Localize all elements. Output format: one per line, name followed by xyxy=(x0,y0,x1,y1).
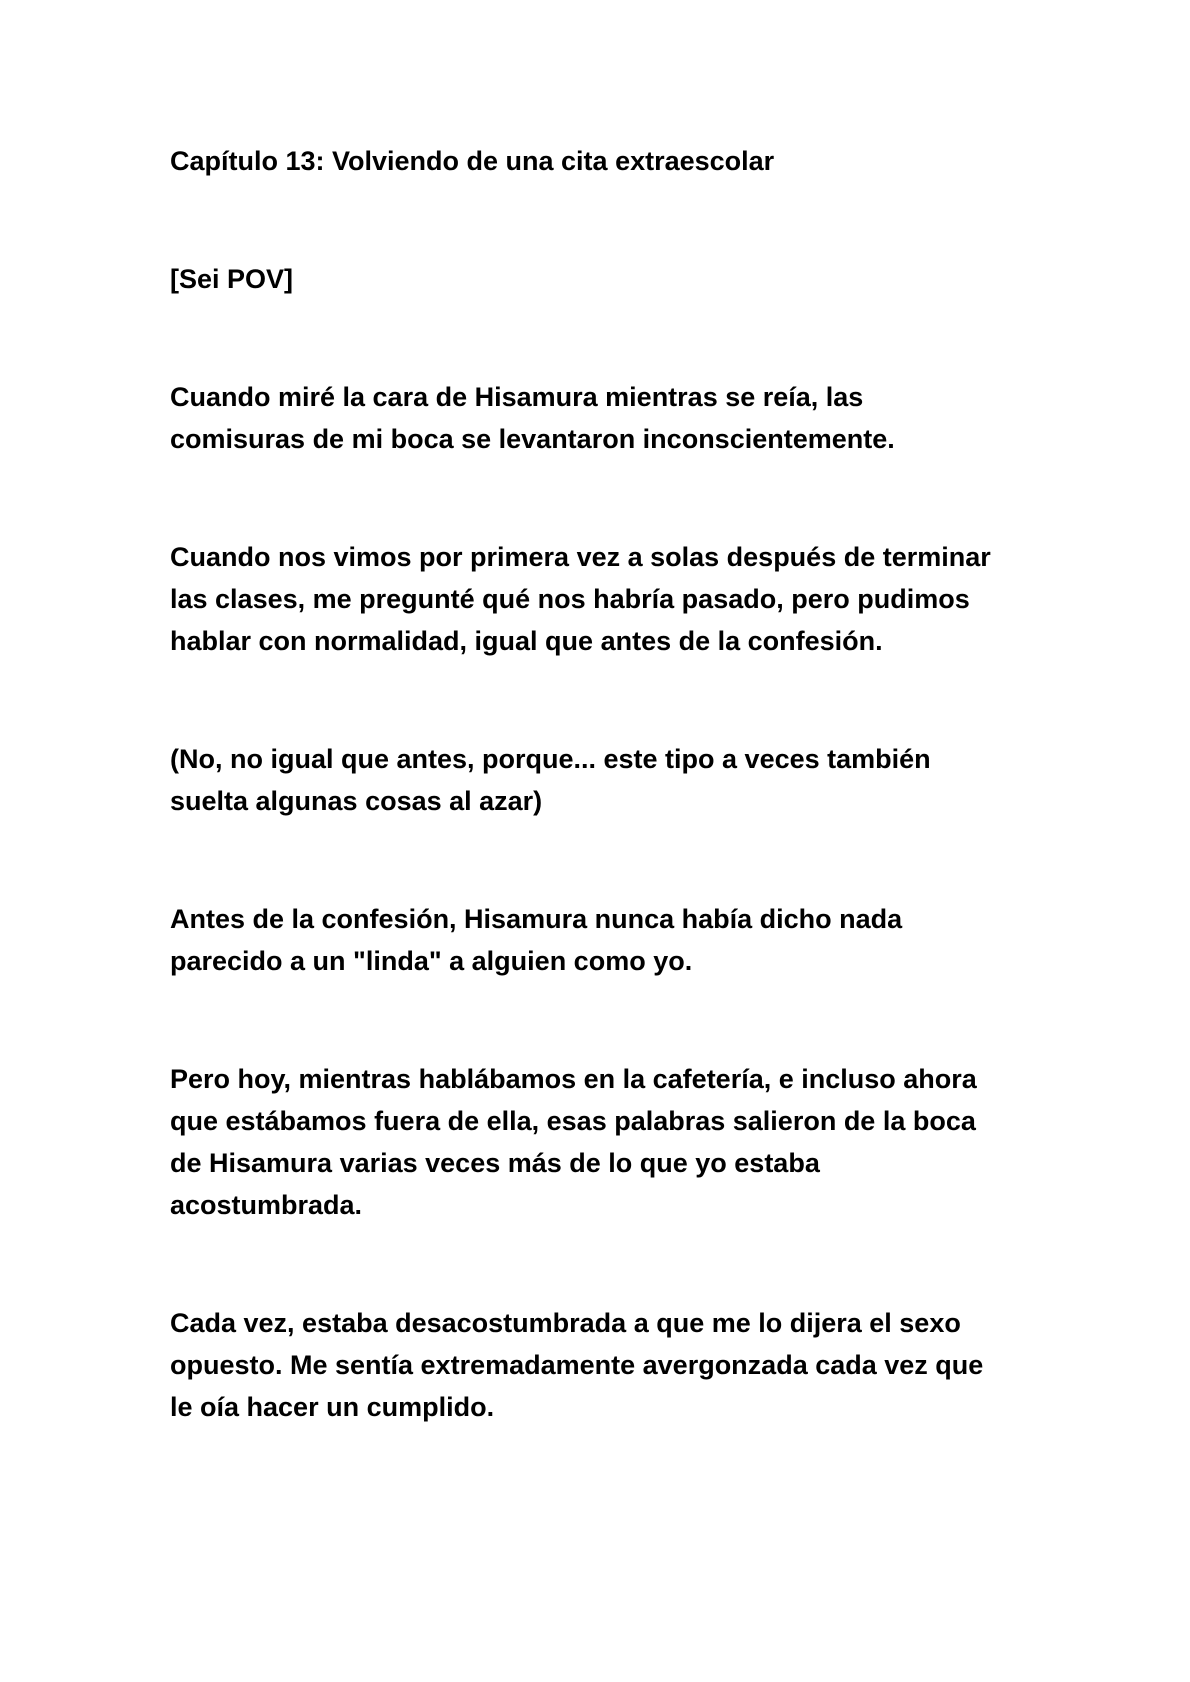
paragraph-3: (No, no igual que antes, porque... este tipo a veces también suelta algunas cosas al azar) xyxy=(170,744,931,816)
chapter-title: Capítulo 13: Volviendo de una cita extraescolar xyxy=(170,146,775,176)
paragraph-4: Antes de la confesión, Hisamura nunca había dicho nada parecido a un "linda" a alguien como yo. xyxy=(170,904,903,976)
pov-label: [Sei POV] xyxy=(170,264,294,294)
document-page xyxy=(170,140,1050,1504)
paragraph-1: Cuando miré la cara de Hisamura mientras se reía, las comisuras de mi boca se levantaron inconscientemente. xyxy=(170,382,895,454)
paragraph-5: Pero hoy, mientras hablábamos en la cafetería, e incluso ahora que estábamos fuera de ella, esas palabras salieron de la boca de Hisamura varias veces más de lo que yo estaba acostumbrada. xyxy=(170,1064,977,1220)
paragraph-6: Cada vez, estaba desacostumbrada a que me lo dijera el sexo opuesto. Me sentía extremadamente avergonzada cada vez que le oía hacer un cumplido. xyxy=(170,1308,984,1422)
paragraph-2: Cuando nos vimos por primera vez a solas después de terminar las clases, me pregunté qué nos habría pasado, pero pudimos hablar con normalidad, igual que antes de la confesión. xyxy=(170,542,991,656)
